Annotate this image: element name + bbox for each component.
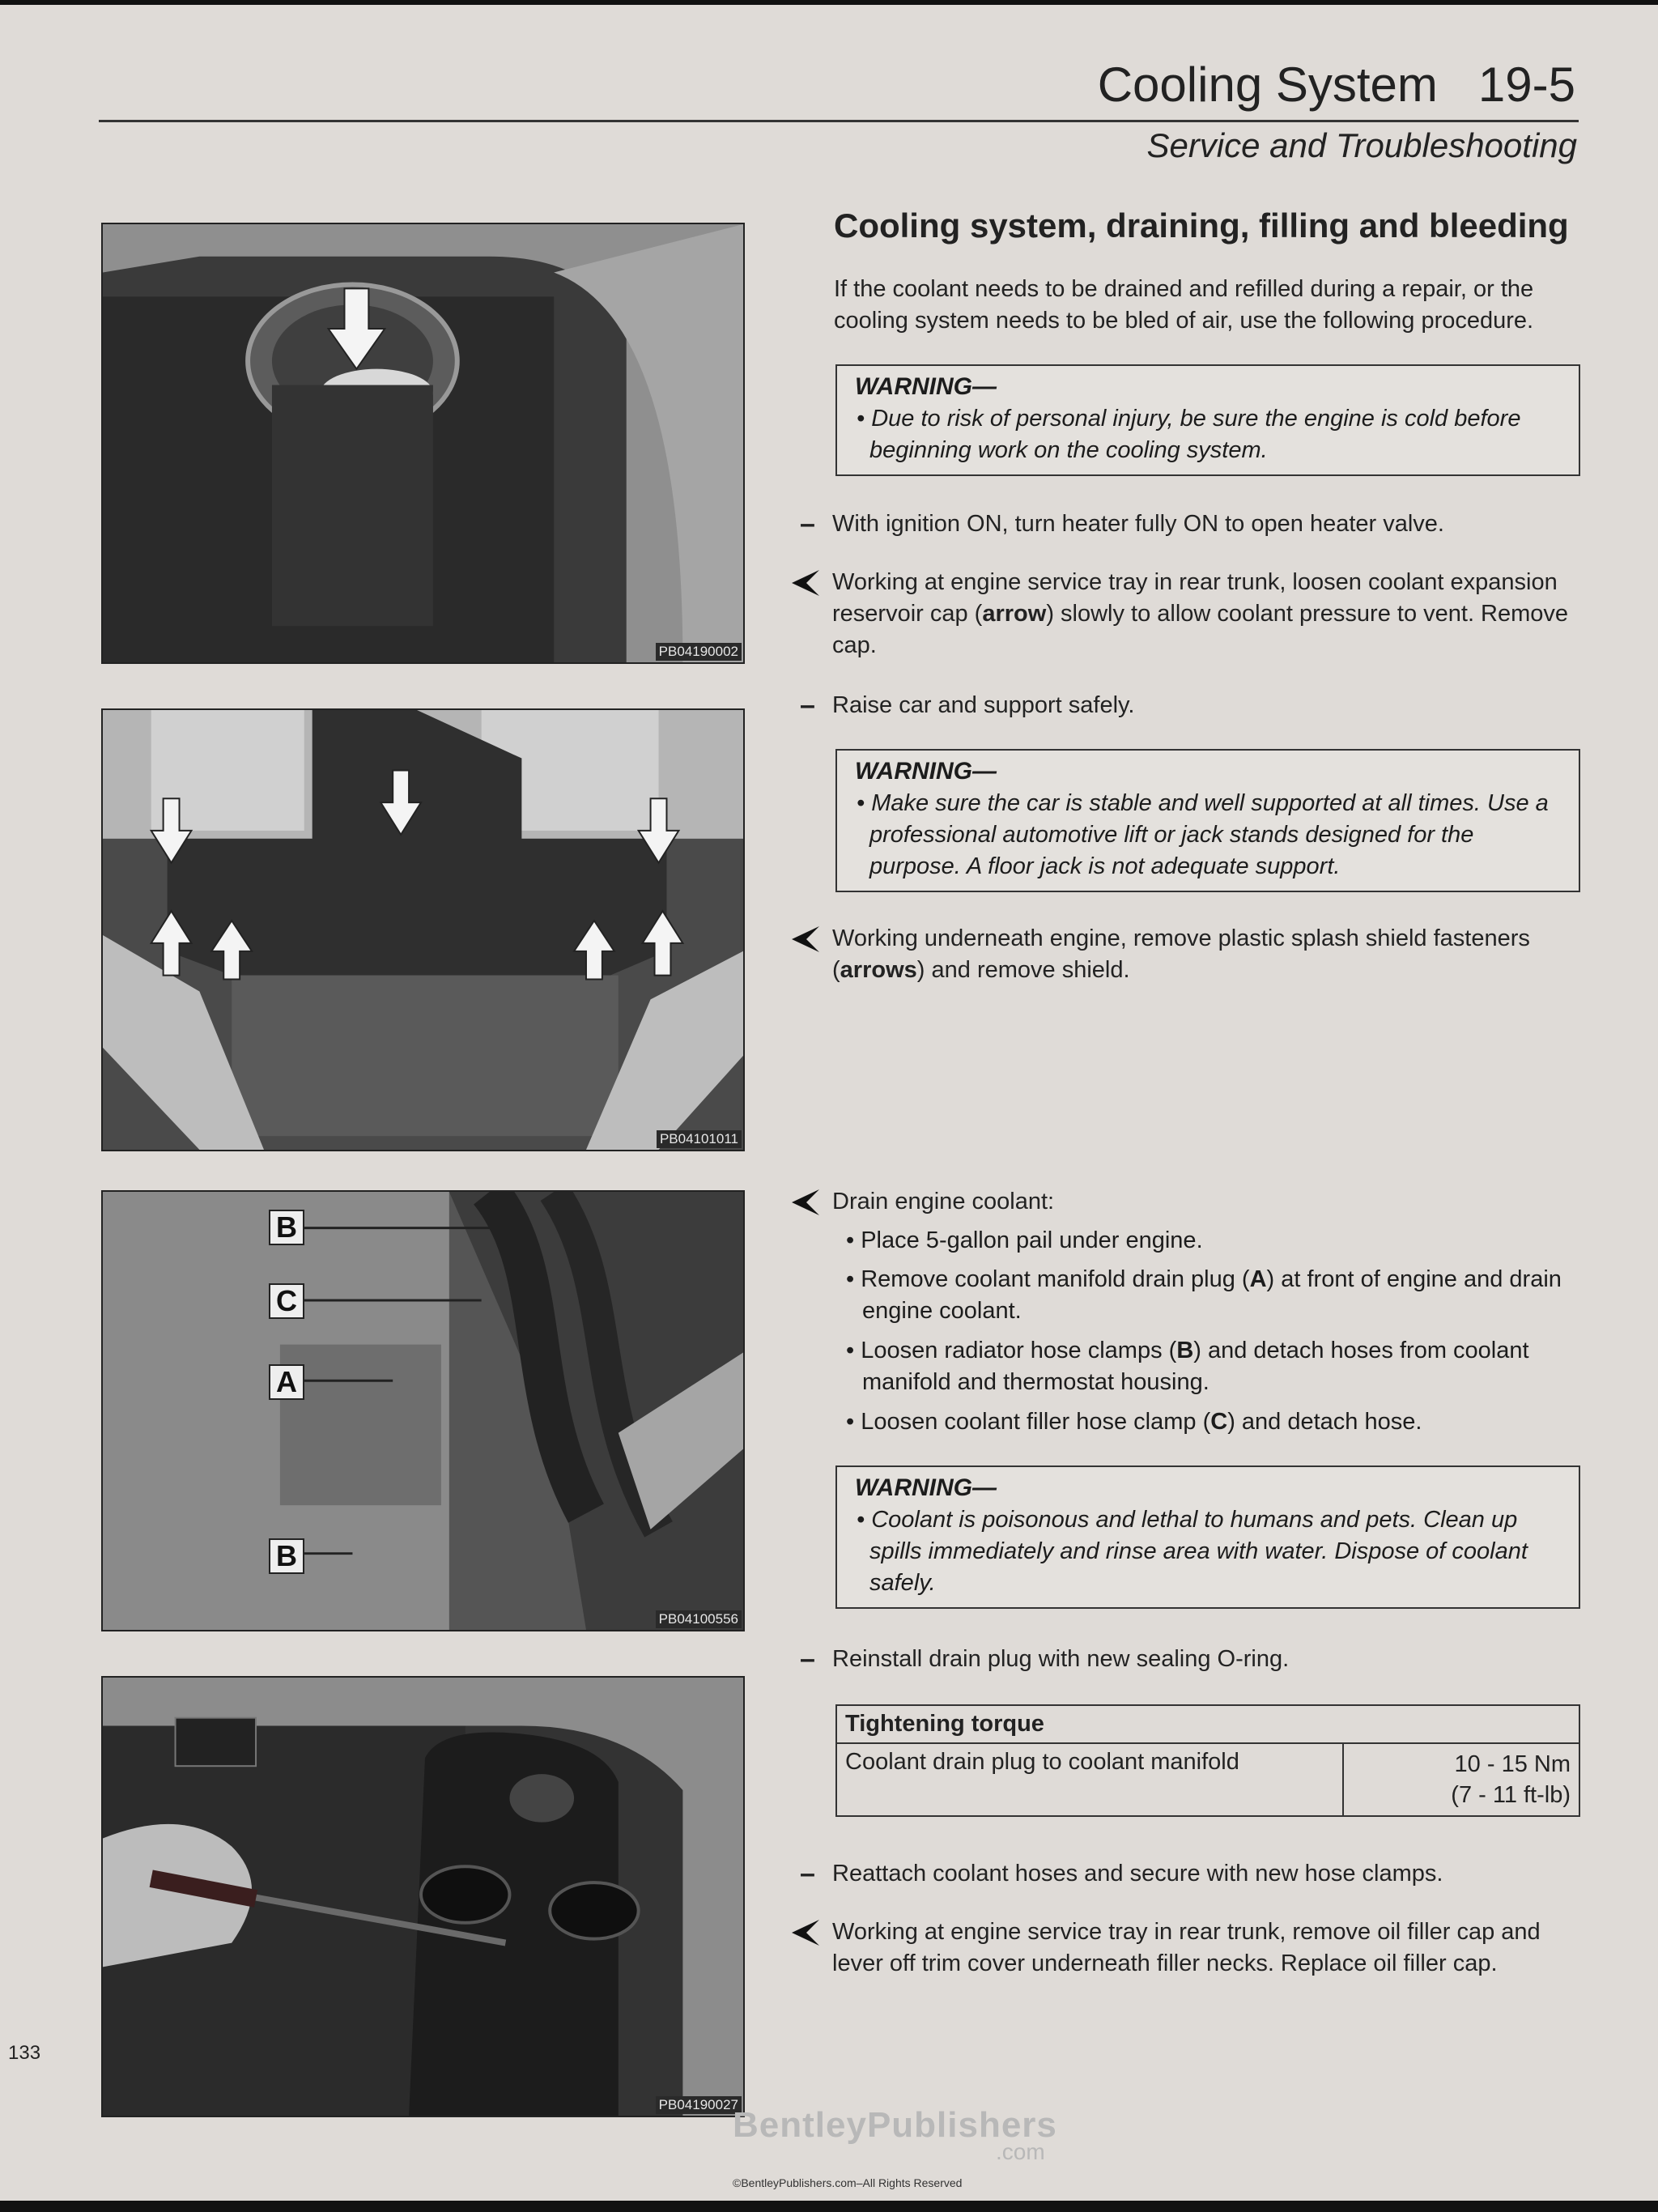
photo-code: PB04190027 [656,2096,742,2114]
step-raise-car: – Raise car and support safely. [800,690,1135,721]
step-loosen-reservoir-cap: Working at engine service tray in rear trunk, loosen coolant expansion reservoir cap (arrow) slowly to allow coolant pressure to vent. Remove cap. [832,567,1589,661]
callout-b-bottom: B [269,1538,304,1574]
oil-filler-illustration [103,1678,743,2116]
callout-a: A [269,1364,304,1400]
splash-shield-illustration [103,710,743,1150]
pointer-arrow-icon [787,1915,823,1950]
step-drain-coolant: Drain engine coolant: [832,1186,1589,1218]
warning-title: WARNING— [855,758,997,785]
dash-marker: – [800,690,815,721]
bullet-loosen-filler-clamp: • Loosen coolant filler hose clamp (C) and detach hose. [846,1409,1422,1435]
bullet-place-pail: • Place 5-gallon pail under engine. [846,1227,1203,1253]
section-subtitle: Service and Troubleshooting [1146,126,1577,164]
step-remove-splash-shield: Working underneath engine, remove plastic splash shield fasteners (arrows) and remove shield. [832,923,1589,986]
page-reference: 19-5 [1477,57,1575,112]
table-row [836,1743,1579,1816]
bullet-loosen-radiator-clamps: • Loosen radiator hose clamps (B) and detach hoses from coolant manifold and thermostat housing. [846,1338,1529,1395]
photo-splash-shield [101,708,745,1151]
warning-text: • Make sure the car is stable and well supported at all times. Use a professional automotive lift or jack stands designed for the purpose. A floor jack is not adequate support. [857,790,1549,879]
section-name: Cooling System [1097,57,1438,112]
engine-underside-illustration [103,1192,743,1630]
procedure-heading: Cooling system, draining, filling and bleeding [834,206,1569,245]
photo-code: PB04190002 [656,643,742,661]
warning-box-coolant-poison [835,1465,1580,1609]
publisher-watermark: BentleyPublishers [733,2105,1057,2145]
photo-code: PB04101011 [657,1130,742,1148]
scan-edge-bottom [0,2201,1658,2212]
step-reattach-hoses: – Reattach coolant hoses and secure with new hose clamps. [800,1858,1443,1889]
torque-table-header: Tightening torque [836,1705,1579,1743]
page-header-title [1098,57,1575,113]
bullet-remove-drain-plug: • Remove coolant manifold drain plug (A) at front of engine and drain engine coolant. [846,1266,1562,1324]
warning-text: • Coolant is poisonous and lethal to humans and pets. Clean up spills immediately and rinse area with water. Dispose of coolant safely. [857,1507,1528,1596]
callout-c: C [269,1283,304,1319]
torque-item: Coolant drain plug to coolant manifold [836,1743,1343,1816]
publisher-watermark-suffix: .com [996,2139,1045,2164]
warning-title: WARNING— [855,373,997,400]
reservoir-illustration [103,224,743,662]
warning-box-support [835,749,1580,892]
photo-oil-filler [101,1676,745,2117]
dash-marker: – [800,1644,815,1674]
step-heater-on: – With ignition ON, turn heater fully ON to open heater valve. [800,508,1444,539]
photo-expansion-reservoir [101,223,745,664]
torque-table [835,1704,1580,1817]
torque-value: 10 - 15 Nm (7 - 11 ft-lb) [1343,1743,1579,1816]
warning-box-engine-cold [835,364,1580,476]
pointer-arrow-icon [787,921,823,957]
page-number: 133 [8,2042,41,2064]
photo-code: PB04100556 [656,1610,742,1628]
pointer-arrow-icon [787,1185,823,1220]
scan-edge-top [0,0,1658,5]
callout-b-top: B [269,1210,304,1245]
table-row [836,1705,1579,1743]
photo-coolant-drain [101,1190,745,1631]
intro-paragraph: If the coolant needs to be drained and refilled during a repair, or the cooling system needs to be bled of air, use the following procedure. [834,276,1534,334]
warning-title: WARNING— [855,1474,997,1501]
header-rule [99,120,1579,122]
step-reinstall-drain-plug: – Reinstall drain plug with new sealing O-ring. [800,1644,1290,1674]
copyright-notice: ©BentleyPublishers.com–All Rights Reserved [733,2176,963,2189]
step-remove-trim-cover: Working at engine service tray in rear trunk, remove oil filler cap and lever off trim cover underneath filler necks. Replace oil filler cap. [832,1916,1589,1980]
pointer-arrow-icon [787,565,823,601]
dash-marker: – [800,1858,815,1889]
warning-text: • Due to risk of personal injury, be sure the engine is cold before beginning work on the cooling system. [857,406,1521,463]
dash-marker: – [800,508,815,539]
